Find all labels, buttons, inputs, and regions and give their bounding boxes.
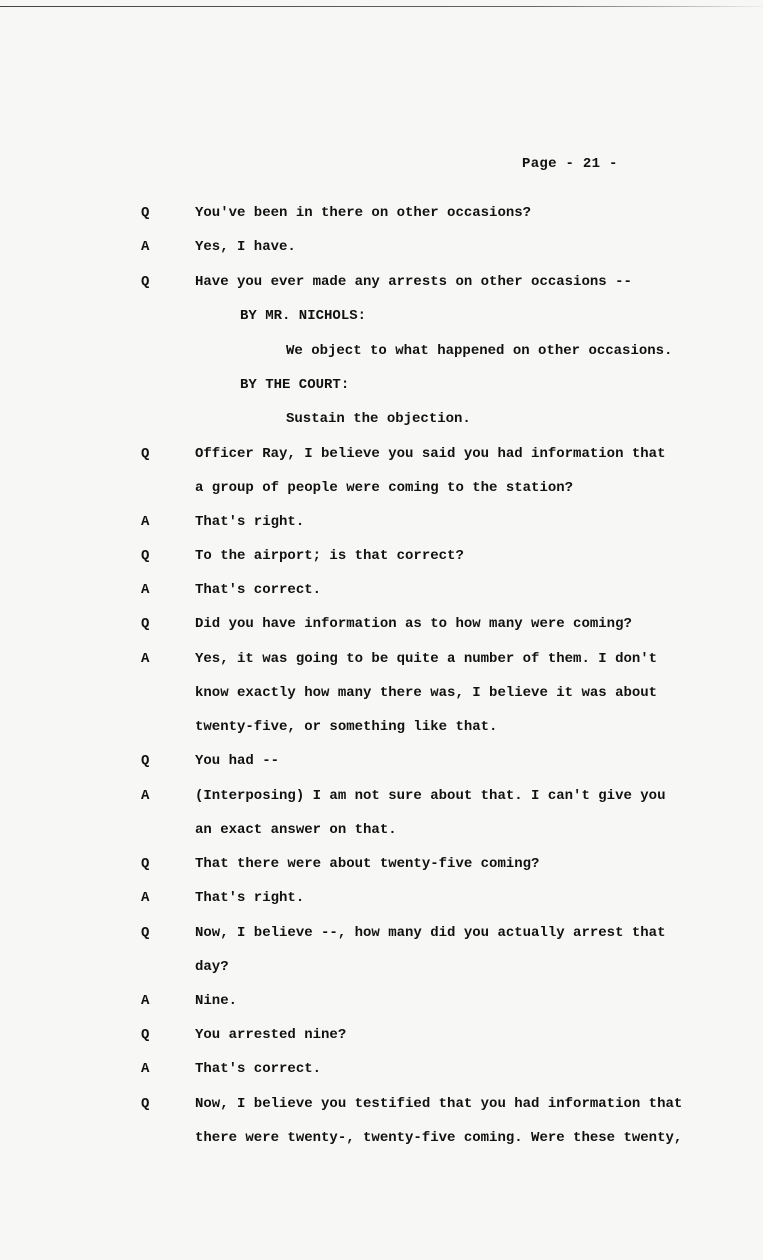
transcript-line [0, 685, 763, 709]
line-text: You've been in there on other occasions? [195, 205, 532, 221]
speaker-label: A [141, 514, 150, 530]
speaker-label: A [141, 1061, 150, 1077]
speaker-label: Q [141, 274, 150, 290]
speaker-label: Q [141, 1096, 150, 1112]
transcript-line [0, 925, 763, 949]
line-text: (Interposing) I am not sure about that. I can't give you [195, 788, 666, 804]
transcript-line [0, 308, 763, 332]
line-text: Did you have information as to how many were coming? [195, 616, 632, 632]
transcript-line [0, 274, 763, 298]
transcript-line [0, 993, 763, 1017]
speaker-label: Q [141, 616, 150, 632]
line-text: twenty-five, or something like that. [195, 719, 498, 735]
transcript-line [0, 651, 763, 675]
speaker-label: Q [141, 856, 150, 872]
transcript-line [0, 959, 763, 983]
line-text: Officer Ray, I believe you said you had information that [195, 446, 666, 462]
line-text: Sustain the objection. [286, 411, 471, 427]
line-text: You had -- [195, 753, 280, 769]
line-text: That there were about twenty-five coming? [195, 856, 540, 872]
speaker-label: A [141, 582, 150, 598]
transcript-line [0, 582, 763, 606]
transcript-line [0, 377, 763, 401]
speaker-label: A [141, 993, 150, 1009]
transcript-line [0, 856, 763, 880]
transcript-line [0, 205, 763, 229]
line-text: Have you ever made any arrests on other occasions -- [195, 274, 632, 290]
speaker-heading: BY THE COURT: [240, 377, 350, 393]
transcript-line [0, 514, 763, 538]
line-text: That's correct. [195, 582, 322, 598]
speaker-label: A [141, 890, 150, 906]
line-text: Nine. [195, 993, 238, 1009]
scan-top-edge-line [0, 6, 763, 7]
transcript-line [0, 343, 763, 367]
speaker-label: Q [141, 548, 150, 564]
line-text: there were twenty-, twenty-five coming. Were these twenty, [195, 1130, 683, 1146]
transcript-line [0, 1130, 763, 1154]
transcript-line [0, 411, 763, 435]
line-text: That's right. [195, 514, 305, 530]
transcript-line [0, 446, 763, 470]
speaker-heading: BY MR. NICHOLS: [240, 308, 367, 324]
transcript-line [0, 239, 763, 263]
speaker-label: A [141, 651, 150, 667]
transcript-line [0, 548, 763, 572]
transcript-line [0, 480, 763, 504]
transcript-line [0, 890, 763, 914]
line-text: Yes, it was going to be quite a number of them. I don't [195, 651, 658, 667]
speaker-label: A [141, 239, 150, 255]
speaker-label: Q [141, 446, 150, 462]
transcript-line [0, 616, 763, 640]
transcript-line [0, 719, 763, 743]
line-text: know exactly how many there was, I believe it was about [195, 685, 658, 701]
speaker-label: A [141, 788, 150, 804]
line-text: That's correct. [195, 1061, 322, 1077]
line-text: Now, I believe --, how many did you actually arrest that [195, 925, 666, 941]
transcript-line [0, 1061, 763, 1085]
line-text: To the airport; is that correct? [195, 548, 464, 564]
transcript-line [0, 788, 763, 812]
transcript-line [0, 753, 763, 777]
speaker-label: Q [141, 205, 150, 221]
transcript-line [0, 822, 763, 846]
line-text: day? [195, 959, 229, 975]
line-text: Now, I believe you testified that you had information that [195, 1096, 683, 1112]
line-text: You arrested nine? [195, 1027, 347, 1043]
transcript-line [0, 1027, 763, 1051]
line-text: Yes, I have. [195, 239, 296, 255]
line-text: an exact answer on that. [195, 822, 397, 838]
speaker-label: Q [141, 753, 150, 769]
speaker-label: Q [141, 925, 150, 941]
line-text: a group of people were coming to the station? [195, 480, 574, 496]
line-text: That's right. [195, 890, 305, 906]
speaker-label: Q [141, 1027, 150, 1043]
page-number: Page - 21 - [522, 156, 618, 172]
transcript-line [0, 1096, 763, 1120]
line-text: We object to what happened on other occasions. [286, 343, 673, 359]
